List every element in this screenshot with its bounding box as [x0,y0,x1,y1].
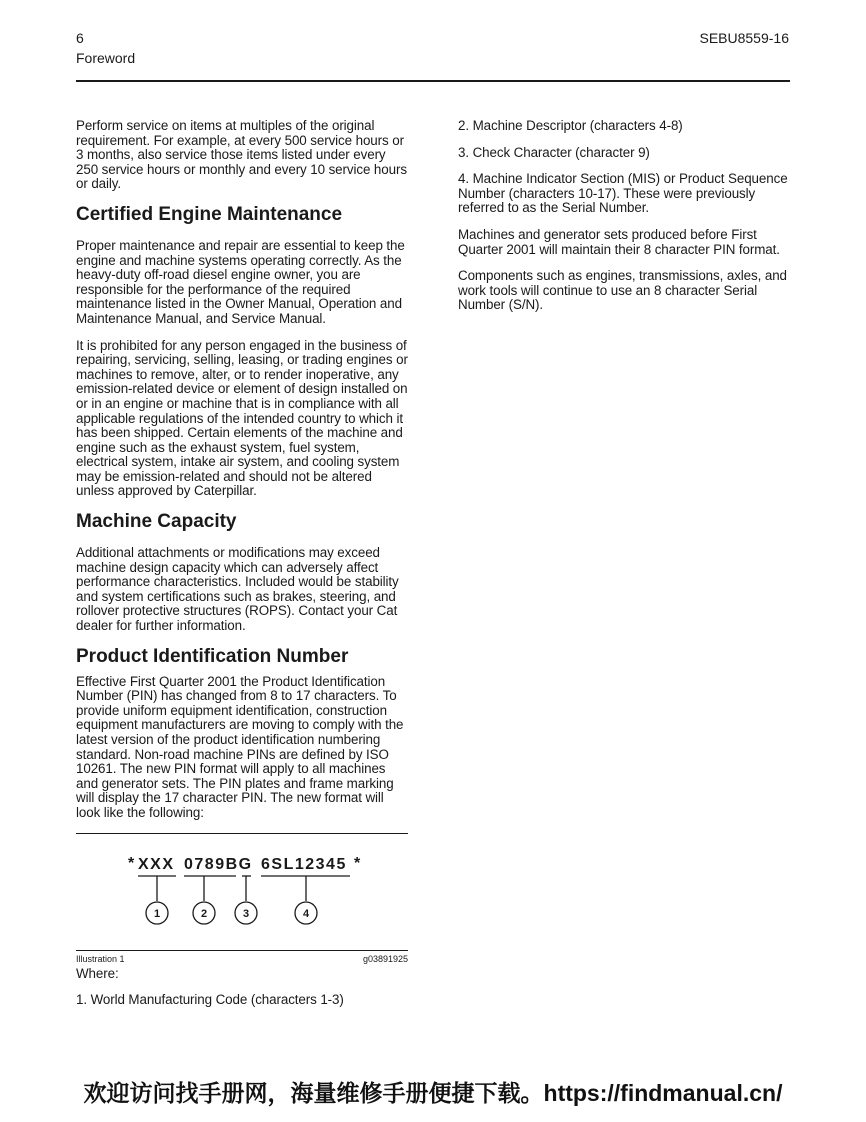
callout-label-4: 4 [302,907,310,920]
illustration-caption: Illustration 1 [76,953,125,964]
pin-diagram [76,833,408,949]
list-item-3: 3. Check Character (character 9) [458,144,650,160]
section-title: Foreword [76,50,136,66]
pin-star-left: * [128,854,136,872]
pin-illustration [76,833,408,963]
certified-paragraph-1: Proper maintenance and repair are essential to keep the engine and machine systems operating correctly. As the heavy-duty off-road diesel engine owner, you are responsible for the performance of the required maintenance listed in the Owner Manual, Operation and Maintenance Manual, and Service Manual. [76,237,405,326]
pin-segment-3: 6SL12345 [261,855,347,873]
callout-label-3: 3 [242,907,250,920]
pin-heading: Product Identification Number [76,645,349,667]
machine-capacity-paragraph: Additional attachments or modifications may exceed machine design capacity which can adversely affect performance characteristics. Included would be stability and system certifications such as brakes, steering, and rollover protective structures (ROPS). Contact your Cat dealer for further information. [76,545,399,634]
footer-watermark: 欢迎访问找手册网，海量维修手册便捷下载。https://findmanual.cn/ [83,1080,783,1106]
left-column [76,119,410,1020]
illustration-code: g03891925 [362,953,408,964]
callout-label-1: 1 [153,907,161,920]
pin-segment-2: 0789BG [184,855,253,873]
certified-paragraph-2: It is prohibited for any person engaged in the business of repairing, servicing, selling, leasing, or trading engines or machines to remove, alter, or to render inoperative, any emission-related device or element of design installed on or in an engine or machine that is in compliance with all applicable regulations of the intended country to which it has been shipped. Certain elements of the machine and engine such as the exhaust system, fuel system, electrical system, intake air system, and cooling system may be emission-related and should not be altered unless approved by Caterpillar. [76,337,408,499]
callout-label-2: 2 [200,907,208,920]
components-paragraph: Components such as engines, transmissions, axles, and work tools will continue to use an 8 character Serial Number (S/N). [458,268,787,313]
where-label: Where: [76,965,119,981]
illustration-bottom-rule [76,950,408,951]
page-number: 6 [76,30,84,46]
right-column [458,119,792,325]
document-id: SEBU8559-16 [699,30,789,46]
pin-star-right: * [354,854,362,872]
list-item-1: 1. World Manufacturing Code (characters 1-3) [76,992,344,1008]
list-item-2: 2. Machine Descriptor (characters 4-8) [458,118,683,133]
machine-capacity-heading: Machine Capacity [76,511,237,533]
pin-paragraph: Effective First Quarter 2001 the Product Identification Number (PIN) has changed from 8 to 17 characters. To provide uniform equipment identification, construction equipment manufacturers are moving to comply with the latest version of the product identification numbering standard. Non-road machine PINs are defined by ISO 10261. The new PIN format will apply to all machines and generator sets. The PIN plates and frame marking will display the 17 character PIN. The new format will look like the following: [76,673,404,820]
pre-2001-paragraph: Machines and generator sets produced before First Quarter 2001 will maintain their 8 character PIN format. [458,226,780,257]
intro-paragraph: Perform service on items at multiples of the original requirement. For example, at every 500 service hours or 3 months, also service those items listed under every 250 service hours or monthly and every 10 service hours or daily. [76,118,407,192]
pin-segment-1: XXX [138,855,175,873]
header-divider [76,80,790,82]
list-item-4: 4. Machine Indicator Section (MIS) or Product Sequence Number (characters 10-17). These were previously referred to as the Serial Number. [458,171,788,216]
certified-maintenance-heading: Certified Engine Maintenance [76,203,343,225]
